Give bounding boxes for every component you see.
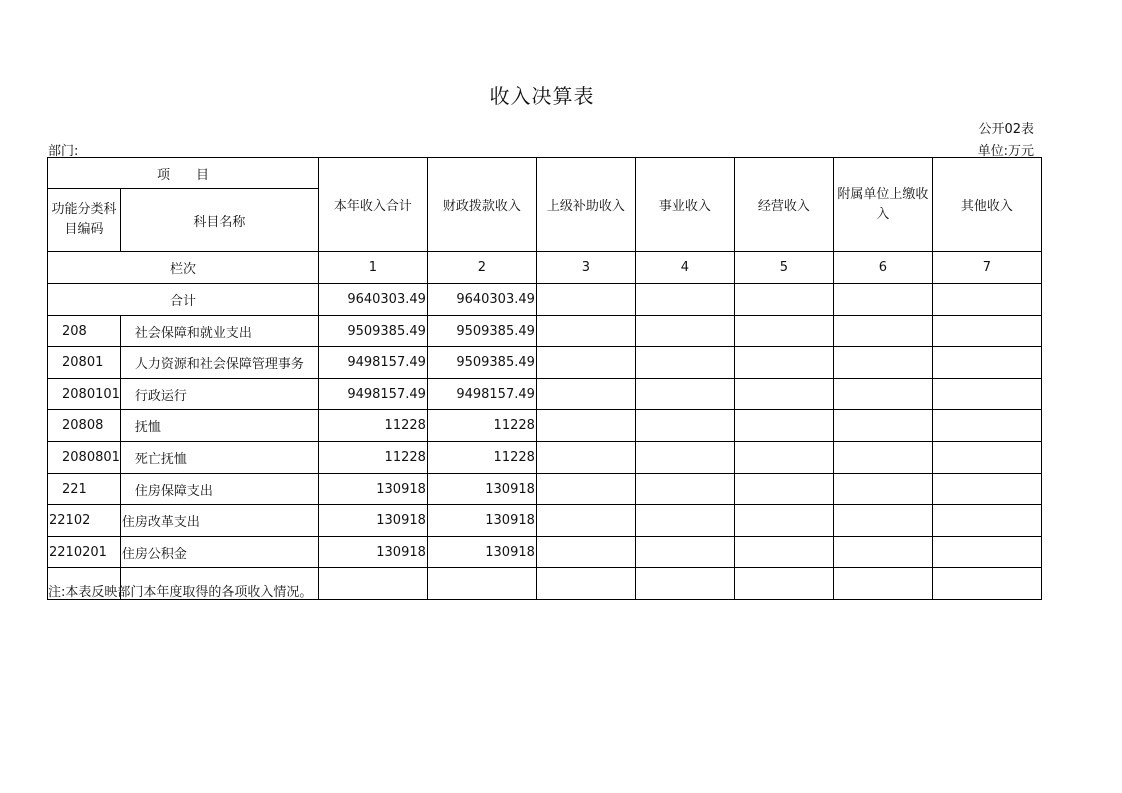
func-code: 2080801 xyxy=(48,442,121,474)
cell-value xyxy=(635,537,734,568)
cell-value xyxy=(833,379,932,410)
subject-name: 人力资源和社会保障管理事务 xyxy=(120,347,318,379)
cell-value: 130918 xyxy=(427,537,536,568)
cell-value xyxy=(734,347,833,379)
cell-value: 130918 xyxy=(427,474,536,505)
table-row xyxy=(48,410,1042,442)
total-row xyxy=(48,284,1042,316)
cell-value xyxy=(427,568,536,600)
total-value xyxy=(932,284,1041,316)
column-number: 5 xyxy=(734,252,833,284)
column-number-row xyxy=(48,252,1042,284)
cell-value xyxy=(932,316,1041,347)
cell-value xyxy=(833,316,932,347)
header-func-code: 功能分类科目编码 xyxy=(48,189,121,252)
table-row xyxy=(48,505,1042,537)
cell-value: 9509385.49 xyxy=(427,347,536,379)
cell-value xyxy=(734,568,833,600)
subject-name: 住房改革支出 xyxy=(120,505,318,537)
cell-value: 9498157.49 xyxy=(318,379,427,410)
total-value: 9640303.49 xyxy=(427,284,536,316)
column-number: 7 xyxy=(932,252,1041,284)
cell-value xyxy=(734,442,833,474)
cell-value: 9509385.49 xyxy=(427,316,536,347)
column-number: 2 xyxy=(427,252,536,284)
func-code: 2210201 xyxy=(48,537,121,568)
header-col-fiscal: 财政拨款收入 xyxy=(427,158,536,252)
subject-name: 住房保障支出 xyxy=(120,474,318,505)
cell-value xyxy=(833,442,932,474)
header-col-total: 本年收入合计 xyxy=(318,158,427,252)
cell-value xyxy=(833,537,932,568)
column-number: 6 xyxy=(833,252,932,284)
subject-name: 住房公积金 xyxy=(120,537,318,568)
cell-value xyxy=(833,410,932,442)
cell-value xyxy=(833,568,932,600)
func-code: 22102 xyxy=(48,505,121,537)
header-col-business: 事业收入 xyxy=(635,158,734,252)
cell-value xyxy=(932,442,1041,474)
cell-value xyxy=(833,474,932,505)
cell-value: 11228 xyxy=(427,442,536,474)
cell-value xyxy=(635,505,734,537)
header-item: 项 目 xyxy=(48,158,319,189)
header-col-other: 其他收入 xyxy=(932,158,1041,252)
column-number: 3 xyxy=(536,252,635,284)
total-value xyxy=(635,284,734,316)
cell-value xyxy=(734,316,833,347)
table-row xyxy=(48,379,1042,410)
subject-name: 死亡抚恤 xyxy=(120,442,318,474)
cell-value: 9498157.49 xyxy=(427,379,536,410)
subject-name: 行政运行 xyxy=(120,379,318,410)
table-row xyxy=(48,347,1042,379)
total-value: 9640303.49 xyxy=(318,284,427,316)
cell-value: 11228 xyxy=(318,442,427,474)
cell-value xyxy=(536,410,635,442)
total-value xyxy=(536,284,635,316)
cell-value xyxy=(833,505,932,537)
cell-value xyxy=(932,505,1041,537)
cell-value xyxy=(536,505,635,537)
cell-value xyxy=(932,474,1041,505)
cell-value xyxy=(536,347,635,379)
table-note: 注:本表反映部门本年度取得的各项收入情况。 xyxy=(48,585,313,600)
total-label: 合计 xyxy=(48,284,319,316)
row-index-label: 栏次 xyxy=(48,252,319,284)
func-code: 20801 xyxy=(48,347,121,379)
cell-value: 9509385.49 xyxy=(318,316,427,347)
cell-value xyxy=(635,442,734,474)
cell-value: 130918 xyxy=(318,537,427,568)
header-col-superior: 上级补助收入 xyxy=(536,158,635,252)
cell-value xyxy=(318,568,427,600)
total-value xyxy=(833,284,932,316)
cell-value xyxy=(734,379,833,410)
func-code: 208 xyxy=(48,316,121,347)
cell-value xyxy=(635,316,734,347)
cell-value: 9498157.49 xyxy=(318,347,427,379)
cell-value xyxy=(635,347,734,379)
cell-value xyxy=(536,316,635,347)
header-col-affiliated: 附属单位上缴收入 xyxy=(833,158,932,252)
cell-value xyxy=(932,410,1041,442)
func-code: 20808 xyxy=(48,410,121,442)
cell-value xyxy=(734,505,833,537)
header-subject-name: 科目名称 xyxy=(120,189,318,252)
cell-value xyxy=(635,379,734,410)
cell-value xyxy=(536,379,635,410)
subject-name: 抚恤 xyxy=(120,410,318,442)
cell-value xyxy=(932,568,1041,600)
func-code: 2080101 xyxy=(48,379,121,410)
cell-value xyxy=(635,410,734,442)
cell-value xyxy=(635,568,734,600)
table-row xyxy=(48,474,1042,505)
table-row xyxy=(48,537,1042,568)
cell-value xyxy=(734,410,833,442)
header-row-1 xyxy=(48,158,1042,189)
department-label: 部门: xyxy=(48,144,79,159)
header-col-operating: 经营收入 xyxy=(734,158,833,252)
cell-value xyxy=(932,537,1041,568)
cell-value: 11228 xyxy=(318,410,427,442)
cell-value: 130918 xyxy=(318,505,427,537)
page-title: 收入决算表 xyxy=(489,84,595,108)
cell-value xyxy=(932,379,1041,410)
cell-value xyxy=(932,347,1041,379)
table-row xyxy=(48,442,1042,474)
cell-value xyxy=(536,474,635,505)
cell-value xyxy=(734,474,833,505)
cell-value xyxy=(833,347,932,379)
cell-value xyxy=(536,568,635,600)
cell-value xyxy=(635,474,734,505)
column-number: 1 xyxy=(318,252,427,284)
total-value xyxy=(734,284,833,316)
cell-value xyxy=(734,537,833,568)
column-number: 4 xyxy=(635,252,734,284)
cell-value: 130918 xyxy=(318,474,427,505)
func-code: 221 xyxy=(48,474,121,505)
subject-name: 社会保障和就业支出 xyxy=(120,316,318,347)
table-row xyxy=(48,316,1042,347)
cell-value: 11228 xyxy=(427,410,536,442)
form-number: 公开02表 xyxy=(978,122,1034,137)
income-table xyxy=(47,157,1042,600)
cell-value: 130918 xyxy=(427,505,536,537)
cell-value xyxy=(536,537,635,568)
cell-value xyxy=(536,442,635,474)
unit-label: 单位:万元 xyxy=(977,144,1034,159)
